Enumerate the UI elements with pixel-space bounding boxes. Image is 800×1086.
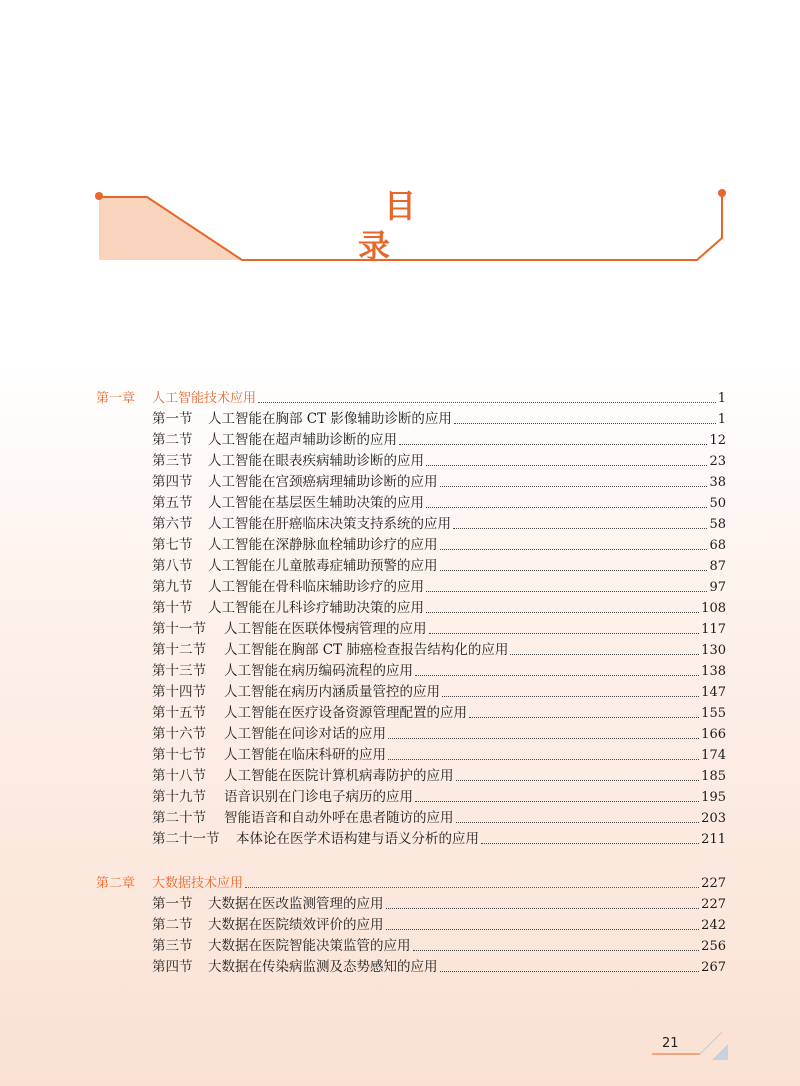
page-ref: 58 <box>709 517 726 532</box>
section-number: 第四节 <box>152 474 193 490</box>
footer-triangle <box>712 1044 728 1060</box>
section-title: 大数据在医院智能决策监管的应用 <box>208 938 411 954</box>
section-title: 人工智能在宫颈癌病理辅助诊断的应用 <box>208 474 438 490</box>
chapter-number: 第二章 <box>96 876 136 891</box>
section-title: 人工智能在深静脉血栓辅助诊疗的应用 <box>208 537 438 553</box>
section-title: 本体论在医学术语构建与语义分析的应用 <box>236 831 479 847</box>
section-number: 第十三节 <box>152 663 206 679</box>
page-ref: 147 <box>701 685 726 700</box>
section-title: 人工智能在医疗设备资源管理配置的应用 <box>224 705 467 721</box>
section-title: 大数据在医院绩效评价的应用 <box>208 917 384 933</box>
section-title: 人工智能在眼表疾病辅助诊断的应用 <box>208 453 424 469</box>
page-ref: 108 <box>701 601 726 616</box>
section-number: 第十节 <box>152 600 193 616</box>
page-ref: 12 <box>709 433 726 448</box>
section-title: 大数据在传染病监测及态势感知的应用 <box>208 959 438 975</box>
section-title: 人工智能在胸部 CT 肺癌检查报告结构化的应用 <box>224 642 509 658</box>
section-number: 第十二节 <box>152 642 206 658</box>
page-ref: 138 <box>701 664 726 679</box>
section-number: 第三节 <box>152 453 193 469</box>
section-title: 人工智能在骨科临床辅助诊疗的应用 <box>208 579 424 595</box>
page-ref: 166 <box>701 727 726 742</box>
section-number: 第四节 <box>152 959 193 975</box>
section-number: 第十八节 <box>152 768 206 784</box>
page-ref: 68 <box>709 538 726 553</box>
chapter-title: 大数据技术应用 <box>152 876 244 891</box>
page-ref: 117 <box>701 622 726 637</box>
section-number: 第九节 <box>152 579 193 595</box>
section-number: 第十五节 <box>152 705 206 721</box>
section-number: 第一节 <box>152 896 193 912</box>
page-ref: 155 <box>701 706 726 721</box>
section-title: 人工智能在肝癌临床决策支持系统的应用 <box>208 516 451 532</box>
section-number: 第十六节 <box>152 726 206 742</box>
section-title: 人工智能在病历内涵质量管控的应用 <box>224 684 440 700</box>
section-title: 人工智能在病历编码流程的应用 <box>224 663 413 679</box>
page-ref: 227 <box>701 897 726 912</box>
section-title: 人工智能在医联体慢病管理的应用 <box>224 621 427 637</box>
section-number: 第十一节 <box>152 621 206 637</box>
section-number: 第七节 <box>152 537 193 553</box>
page-ref: 174 <box>701 748 726 763</box>
section-number: 第五节 <box>152 495 193 511</box>
footer-slash <box>700 1032 722 1054</box>
chapter-title: 人工智能技术应用 <box>152 391 257 406</box>
section-title: 人工智能在医院计算机病毒防护的应用 <box>224 768 454 784</box>
page-ref: 130 <box>701 643 726 658</box>
page-ref: 185 <box>701 769 726 784</box>
section-title: 智能语音和自动外呼在患者随访的应用 <box>224 810 454 826</box>
page-number: 21 <box>662 1036 679 1051</box>
page-title: 目 录 <box>357 187 468 265</box>
chapter-number: 第一章 <box>96 391 136 406</box>
section-number: 第二十一节 <box>152 831 220 847</box>
section-number: 第二节 <box>152 917 193 933</box>
page-ref: 256 <box>701 939 726 954</box>
page-ref: 211 <box>701 832 726 847</box>
page-ref: 1 <box>717 391 726 406</box>
page-ref: 203 <box>701 811 726 826</box>
section-number: 第二节 <box>152 432 193 448</box>
section-number: 第十九节 <box>152 789 206 805</box>
page-ref: 195 <box>701 790 726 805</box>
section-title: 人工智能在基层医生辅助决策的应用 <box>208 495 424 511</box>
page-ref: 1 <box>717 412 726 427</box>
page-ref: 38 <box>709 475 726 490</box>
section-title: 人工智能在超声辅助诊断的应用 <box>208 432 397 448</box>
section-number: 第八节 <box>152 558 193 574</box>
section-number: 第十四节 <box>152 684 206 700</box>
page-ref: 267 <box>701 960 726 975</box>
page-ref: 242 <box>701 918 726 933</box>
page-ref: 227 <box>701 876 726 891</box>
page-ref: 23 <box>709 454 726 469</box>
section-number: 第一节 <box>152 411 193 427</box>
section-title: 人工智能在临床科研的应用 <box>224 747 386 763</box>
page-ref: 97 <box>709 580 726 595</box>
page-ref: 50 <box>709 496 726 511</box>
page-ref: 87 <box>709 559 726 574</box>
section-title: 人工智能在问诊对话的应用 <box>224 726 386 742</box>
section-number: 第三节 <box>152 938 193 954</box>
section-title: 语音识别在门诊电子病历的应用 <box>224 789 413 805</box>
section-title: 大数据在医改监测管理的应用 <box>208 896 384 912</box>
section-title: 人工智能在儿科诊疗辅助决策的应用 <box>208 600 424 616</box>
section-title: 人工智能在儿童脓毒症辅助预警的应用 <box>208 558 438 574</box>
section-number: 第六节 <box>152 516 193 532</box>
section-title: 人工智能在胸部 CT 影像辅助诊断的应用 <box>208 411 452 427</box>
section-number: 第十七节 <box>152 747 206 763</box>
section-number: 第二十节 <box>152 810 206 826</box>
